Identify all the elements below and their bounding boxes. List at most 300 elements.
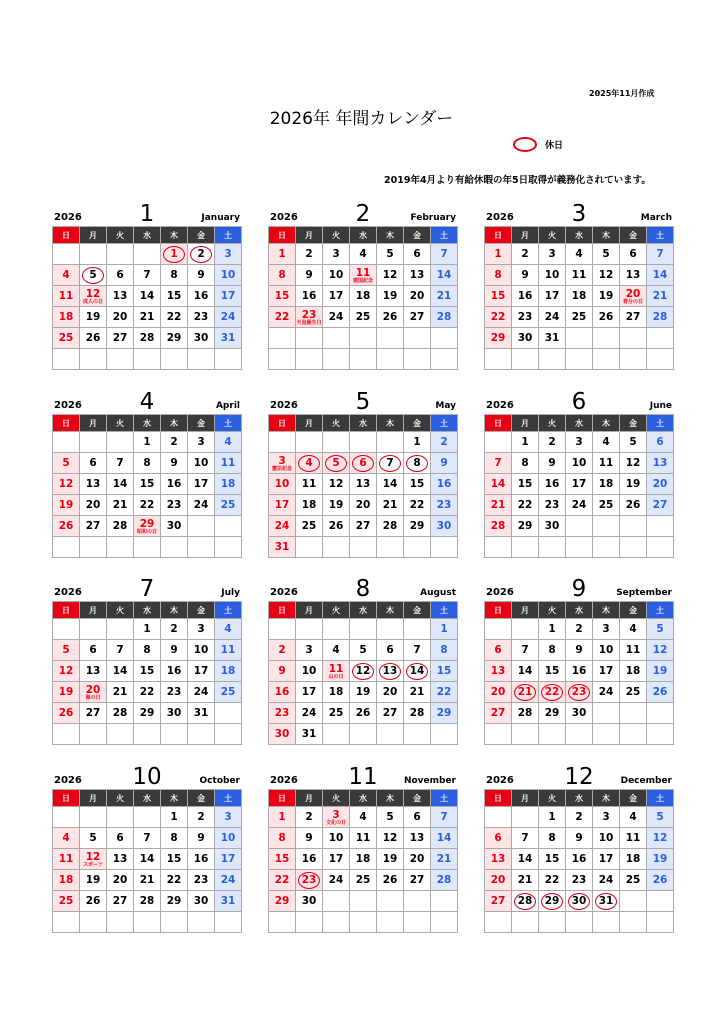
day-number: 26 [58, 707, 74, 719]
day-cell [647, 870, 674, 891]
day-number: 7 [143, 269, 151, 281]
empty-cell [323, 537, 350, 558]
month-table [268, 601, 458, 745]
weekday-header: 水 [350, 227, 377, 244]
day-cell [134, 870, 161, 891]
empty-cell [323, 891, 350, 912]
month-table [52, 601, 242, 745]
day-number: 12 [652, 644, 668, 656]
day-cell [269, 661, 296, 682]
day-cell [404, 453, 431, 474]
day-cell [350, 661, 377, 682]
day-number: 9 [440, 457, 448, 469]
day-cell [512, 640, 539, 661]
day-cell [539, 870, 566, 891]
month-name: March [640, 213, 672, 223]
day-number: 20 [112, 874, 128, 886]
month-number: 5 [355, 389, 371, 415]
empty-cell [620, 516, 647, 537]
day-number: 16 [274, 686, 290, 698]
day-cell [431, 453, 458, 474]
paid-leave-note: 2019年4月より有給休暇の年5日取得が義務化されています。 [384, 175, 651, 186]
empty-cell [53, 244, 80, 265]
empty-cell [215, 724, 242, 745]
day-number: 10 [571, 457, 587, 469]
day-number: 6 [413, 811, 421, 823]
day-number: 20 [85, 683, 101, 696]
day-number: 13 [112, 290, 128, 302]
month-name: October [199, 776, 240, 786]
day-cell [269, 265, 296, 286]
day-cell [512, 453, 539, 474]
day-number: 28 [436, 874, 452, 886]
day-cell [161, 453, 188, 474]
day-cell [269, 807, 296, 828]
day-cell [566, 703, 593, 724]
holiday-name: 昭和の日 [136, 528, 157, 535]
empty-cell [215, 703, 242, 724]
weekday-header: 月 [80, 415, 107, 432]
day-cell [566, 453, 593, 474]
day-number: 7 [116, 457, 124, 469]
weekday-header: 月 [296, 790, 323, 807]
day-number: 10 [193, 457, 209, 469]
day-number: 21 [514, 684, 536, 701]
day-cell [512, 244, 539, 265]
month-table [52, 414, 242, 558]
day-cell [215, 453, 242, 474]
day-number: 4 [359, 248, 367, 260]
day-number: 6 [629, 248, 637, 260]
weekday-header: 木 [161, 415, 188, 432]
day-cell [647, 828, 674, 849]
day-cell [593, 640, 620, 661]
month-year: 2026 [486, 400, 514, 411]
day-number: 9 [305, 269, 313, 281]
day-number: 5 [62, 457, 70, 469]
day-number: 18 [355, 290, 371, 302]
day-number: 1 [170, 811, 178, 823]
day-number: 26 [85, 332, 101, 344]
day-cell [539, 265, 566, 286]
day-cell [485, 453, 512, 474]
day-cell [80, 286, 107, 307]
day-cell [269, 640, 296, 661]
day-number: 5 [325, 455, 347, 472]
day-cell [134, 849, 161, 870]
day-number: 2 [305, 248, 313, 260]
day-number: 24 [220, 311, 236, 323]
day-cell [377, 807, 404, 828]
weekday-header: 金 [404, 415, 431, 432]
day-cell [53, 265, 80, 286]
weekday-header: 日 [269, 227, 296, 244]
day-cell [323, 682, 350, 703]
day-cell [620, 495, 647, 516]
day-cell [107, 849, 134, 870]
day-cell [593, 849, 620, 870]
day-cell [404, 640, 431, 661]
day-cell [53, 474, 80, 495]
day-cell [188, 453, 215, 474]
day-number: 28 [382, 520, 398, 532]
day-number: 25 [220, 499, 236, 511]
day-number: 4 [602, 436, 610, 448]
day-number: 20 [85, 499, 101, 511]
day-number: 5 [62, 644, 70, 656]
day-number: 30 [193, 332, 209, 344]
day-number: 9 [170, 457, 178, 469]
empty-cell [350, 537, 377, 558]
holiday-name: 文化の日 [325, 819, 346, 826]
day-number: 15 [544, 665, 560, 677]
weekday-header: 日 [485, 602, 512, 619]
day-cell [107, 307, 134, 328]
day-number: 19 [85, 311, 101, 323]
empty-cell [323, 349, 350, 370]
day-number: 26 [328, 520, 344, 532]
day-cell [350, 286, 377, 307]
weekday-header: 木 [161, 790, 188, 807]
day-number: 4 [224, 436, 232, 448]
day-number: 1 [494, 248, 502, 260]
day-cell [512, 849, 539, 870]
day-cell [53, 640, 80, 661]
day-number: 9 [197, 832, 205, 844]
day-cell [593, 891, 620, 912]
month-april [52, 386, 242, 558]
day-number: 21 [409, 686, 425, 698]
day-number: 26 [85, 895, 101, 907]
day-cell [431, 307, 458, 328]
day-cell [53, 328, 80, 349]
day-number: 27 [85, 520, 101, 532]
empty-cell [350, 328, 377, 349]
day-cell [323, 516, 350, 537]
day-number: 31 [193, 707, 209, 719]
day-number: 21 [436, 290, 452, 302]
empty-cell [593, 537, 620, 558]
day-cell [485, 495, 512, 516]
day-cell [566, 286, 593, 307]
weekday-header: 月 [80, 227, 107, 244]
day-cell [593, 307, 620, 328]
day-cell [647, 286, 674, 307]
day-number: 3 [278, 454, 286, 467]
empty-cell [620, 724, 647, 745]
day-number: 3 [224, 811, 232, 823]
day-cell [431, 432, 458, 453]
day-number: 10 [274, 478, 290, 490]
day-cell [377, 703, 404, 724]
empty-cell [80, 724, 107, 745]
day-cell [296, 474, 323, 495]
day-number: 22 [517, 499, 533, 511]
day-number: 24 [274, 520, 290, 532]
weekday-header: 木 [593, 227, 620, 244]
day-number: 10 [598, 644, 614, 656]
day-cell [620, 870, 647, 891]
day-number: 10 [544, 269, 560, 281]
month-june [484, 386, 674, 558]
day-cell [539, 619, 566, 640]
day-number: 11 [625, 832, 641, 844]
day-cell [188, 682, 215, 703]
holiday-name: 成人の日 [82, 298, 103, 305]
day-cell [620, 453, 647, 474]
day-cell [350, 265, 377, 286]
day-cell [620, 619, 647, 640]
empty-cell [431, 349, 458, 370]
day-number: 13 [652, 457, 668, 469]
weekday-header: 金 [404, 227, 431, 244]
empty-cell [134, 537, 161, 558]
month-table [268, 414, 458, 558]
day-cell [107, 265, 134, 286]
day-number: 14 [517, 853, 533, 865]
day-cell [512, 265, 539, 286]
empty-cell [296, 619, 323, 640]
day-number: 12 [58, 478, 74, 490]
empty-cell [539, 537, 566, 558]
day-number: 9 [305, 832, 313, 844]
day-cell [53, 286, 80, 307]
day-cell [161, 891, 188, 912]
day-number: 19 [382, 290, 398, 302]
day-number: 21 [652, 290, 668, 302]
weekday-header: 月 [512, 227, 539, 244]
day-number: 18 [220, 665, 236, 677]
day-number: 20 [112, 311, 128, 323]
day-number: 18 [355, 853, 371, 865]
day-cell [566, 432, 593, 453]
weekday-header: 水 [350, 790, 377, 807]
month-year: 2026 [270, 775, 298, 786]
day-number: 29 [541, 893, 563, 910]
month-header [484, 573, 674, 601]
day-number: 14 [112, 665, 128, 677]
day-number: 14 [112, 478, 128, 490]
day-cell [350, 307, 377, 328]
day-cell [404, 307, 431, 328]
day-number: 23 [517, 311, 533, 323]
weekday-header: 土 [431, 790, 458, 807]
day-number: 30 [301, 895, 317, 907]
day-number: 23 [301, 308, 317, 321]
day-number: 22 [436, 686, 452, 698]
day-cell [593, 682, 620, 703]
empty-cell [107, 432, 134, 453]
day-number: 18 [58, 874, 74, 886]
day-number: 9 [575, 644, 583, 656]
day-cell [593, 286, 620, 307]
day-number: 1 [278, 248, 286, 260]
day-number: 19 [625, 478, 641, 490]
day-cell [80, 495, 107, 516]
day-cell [593, 474, 620, 495]
day-cell [188, 244, 215, 265]
weekday-header: 水 [350, 415, 377, 432]
day-number: 29 [517, 520, 533, 532]
day-number: 27 [490, 707, 506, 719]
month-name: November [403, 776, 456, 786]
day-cell [296, 870, 323, 891]
day-number: 1 [143, 623, 151, 635]
day-cell [539, 661, 566, 682]
day-number: 5 [656, 623, 664, 635]
day-cell [269, 286, 296, 307]
day-cell [107, 703, 134, 724]
empty-cell [53, 349, 80, 370]
day-cell [134, 307, 161, 328]
day-number: 6 [116, 832, 124, 844]
empty-cell [566, 537, 593, 558]
month-header [268, 573, 458, 601]
empty-cell [566, 328, 593, 349]
empty-cell [593, 516, 620, 537]
day-cell [53, 703, 80, 724]
empty-cell [296, 432, 323, 453]
empty-cell [377, 328, 404, 349]
day-number: 11 [571, 269, 587, 281]
day-number: 10 [328, 832, 344, 844]
empty-cell [431, 891, 458, 912]
empty-cell [620, 349, 647, 370]
day-cell [134, 328, 161, 349]
empty-cell [485, 619, 512, 640]
day-cell [647, 619, 674, 640]
day-cell [134, 453, 161, 474]
day-number: 23 [436, 499, 452, 511]
weekday-header: 日 [485, 790, 512, 807]
day-cell [431, 474, 458, 495]
day-number: 19 [355, 686, 371, 698]
empty-cell [431, 912, 458, 933]
day-number: 6 [656, 436, 664, 448]
day-cell [647, 453, 674, 474]
empty-cell [323, 724, 350, 745]
day-cell [620, 640, 647, 661]
empty-cell [404, 891, 431, 912]
day-number: 24 [544, 311, 560, 323]
empty-cell [647, 724, 674, 745]
day-number: 17 [598, 665, 614, 677]
empty-cell [485, 807, 512, 828]
day-cell [215, 265, 242, 286]
day-number: 6 [352, 455, 374, 472]
weekday-header: 木 [593, 790, 620, 807]
day-cell [107, 453, 134, 474]
month-year: 2026 [486, 587, 514, 598]
empty-cell [404, 537, 431, 558]
weekday-header: 金 [404, 602, 431, 619]
day-number: 29 [166, 332, 182, 344]
empty-cell [323, 619, 350, 640]
day-number: 17 [598, 853, 614, 865]
empty-cell [134, 724, 161, 745]
day-cell [566, 828, 593, 849]
day-number: 8 [548, 832, 556, 844]
day-cell [269, 453, 296, 474]
day-cell [215, 307, 242, 328]
holiday-name: 天皇誕生日 [296, 319, 322, 326]
empty-cell [566, 724, 593, 745]
day-cell [53, 682, 80, 703]
day-cell [161, 682, 188, 703]
day-cell [215, 807, 242, 828]
weekday-header: 木 [593, 415, 620, 432]
empty-cell [161, 349, 188, 370]
empty-cell [647, 912, 674, 933]
month-october [52, 761, 242, 933]
month-name: February [410, 213, 456, 223]
empty-cell [80, 619, 107, 640]
day-number: 29 [409, 520, 425, 532]
day-number: 21 [139, 874, 155, 886]
legend [513, 137, 563, 152]
day-number: 24 [328, 311, 344, 323]
day-number: 17 [571, 478, 587, 490]
empty-cell [431, 537, 458, 558]
day-cell [323, 495, 350, 516]
empty-cell [188, 724, 215, 745]
day-number: 5 [602, 248, 610, 260]
day-cell [647, 307, 674, 328]
day-cell [647, 807, 674, 828]
empty-cell [53, 724, 80, 745]
day-number: 24 [328, 874, 344, 886]
day-cell [53, 495, 80, 516]
weekday-header: 日 [53, 227, 80, 244]
day-number: 10 [193, 644, 209, 656]
day-cell [620, 244, 647, 265]
empty-cell [620, 891, 647, 912]
empty-cell [161, 912, 188, 933]
day-cell [134, 495, 161, 516]
day-cell [269, 516, 296, 537]
day-number: 22 [139, 686, 155, 698]
month-table [268, 226, 458, 370]
day-number: 28 [490, 520, 506, 532]
empty-cell [80, 537, 107, 558]
day-number: 24 [571, 499, 587, 511]
empty-cell [188, 537, 215, 558]
day-number: 29 [544, 707, 560, 719]
day-cell [566, 474, 593, 495]
day-number: 2 [305, 811, 313, 823]
day-cell [512, 891, 539, 912]
weekday-header: 火 [323, 227, 350, 244]
day-number: 13 [490, 853, 506, 865]
empty-cell [620, 328, 647, 349]
month-table [484, 789, 674, 933]
day-cell [134, 474, 161, 495]
day-cell [593, 807, 620, 828]
day-cell [377, 474, 404, 495]
day-cell [161, 619, 188, 640]
day-cell [107, 516, 134, 537]
day-cell [620, 432, 647, 453]
day-cell [188, 495, 215, 516]
day-cell [107, 891, 134, 912]
empty-cell [404, 619, 431, 640]
empty-cell [215, 537, 242, 558]
day-number: 7 [379, 455, 401, 472]
day-cell [269, 244, 296, 265]
empty-cell [377, 537, 404, 558]
day-cell [161, 495, 188, 516]
day-cell [215, 286, 242, 307]
